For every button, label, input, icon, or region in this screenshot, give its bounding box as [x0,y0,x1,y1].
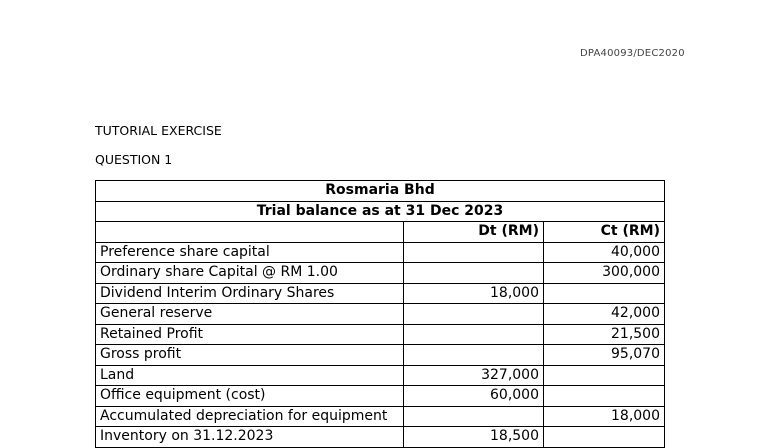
credit-cell: 95,070 [544,345,665,366]
account-cell: Inventory on 31.12.2023 [96,427,404,448]
company-name: Rosmaria Bhd [96,181,665,202]
table-row [96,324,665,345]
debit-cell [404,324,544,345]
table-row [96,304,665,325]
debit-cell [404,242,544,263]
debit-cell [404,304,544,325]
document-code: DPA40093/DEC2020 [580,48,685,59]
credit-cell: 40,000 [544,242,665,263]
account-cell: Office equipment (cost) [96,386,404,407]
debit-cell: 18,500 [404,427,544,448]
tutorial-heading: TUTORIAL EXERCISE [95,123,222,138]
account-cell: Retained Profit [96,324,404,345]
table-row [96,406,665,427]
account-cell: Accumulated depreciation for equipment [96,406,404,427]
account-cell: Ordinary share Capital @ RM 1.00 [96,263,404,284]
credit-cell: 18,000 [544,406,665,427]
credit-cell [544,283,665,304]
credit-cell [544,365,665,386]
debit-cell [404,345,544,366]
question-heading: QUESTION 1 [95,152,173,167]
debit-cell [404,263,544,284]
account-cell: Preference share capital [96,242,404,263]
account-cell: General reserve [96,304,404,325]
trial-balance-title: Trial balance as at 31 Dec 2023 [96,201,665,222]
account-cell: Gross profit [96,345,404,366]
table-row [96,427,665,448]
table-row [96,242,665,263]
credit-cell [544,427,665,448]
account-cell: Land [96,365,404,386]
title-row [96,201,665,222]
debit-cell: 327,000 [404,365,544,386]
debit-cell: 60,000 [404,386,544,407]
table-row [96,283,665,304]
table-row [96,263,665,284]
account-header [96,222,404,243]
credit-cell: 42,000 [544,304,665,325]
table-row [96,386,665,407]
credit-cell: 300,000 [544,263,665,284]
debit-cell: 18,000 [404,283,544,304]
debit-cell [404,406,544,427]
credit-cell [544,386,665,407]
account-cell: Dividend Interim Ordinary Shares [96,283,404,304]
company-row [96,181,665,202]
trial-balance-table [95,180,665,448]
credit-cell: 21,500 [544,324,665,345]
credit-header: Ct (RM) [544,222,665,243]
table-row [96,345,665,366]
table-row [96,365,665,386]
column-header-row [96,222,665,243]
debit-header: Dt (RM) [404,222,544,243]
